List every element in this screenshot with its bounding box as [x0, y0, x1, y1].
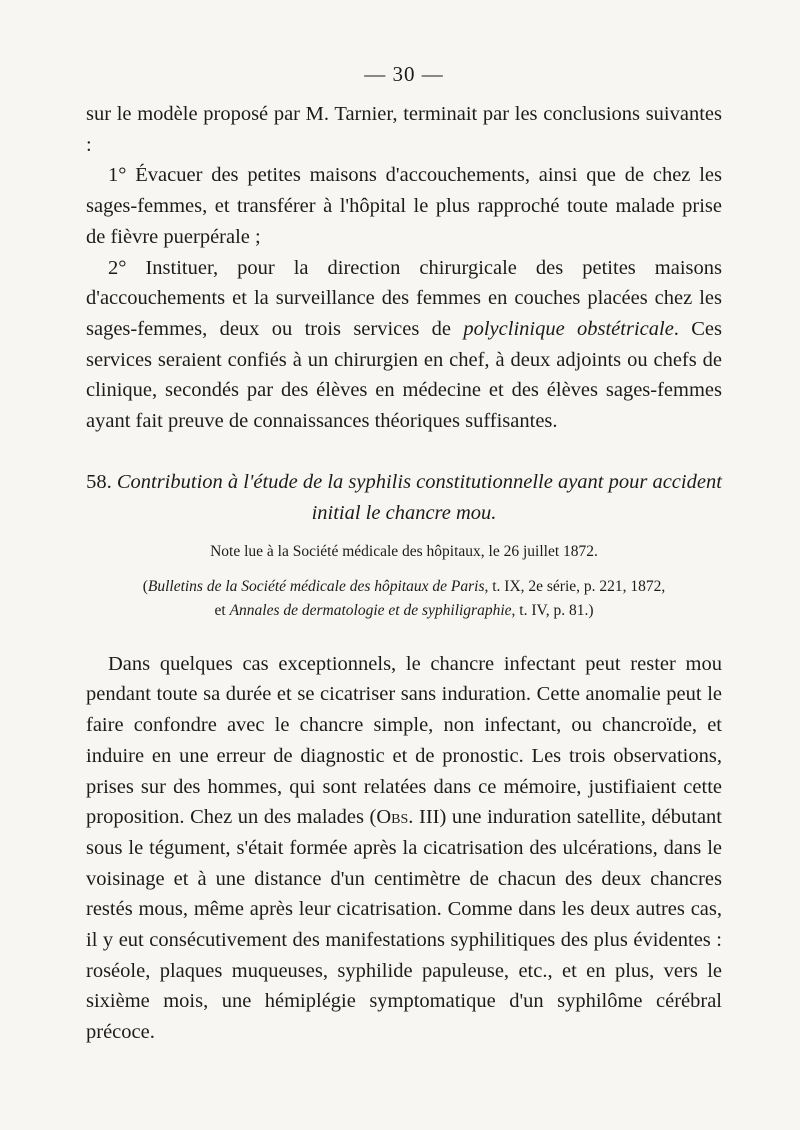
conclusion-2-italic-term: polyclinique obstétricale: [463, 317, 674, 340]
refs-and: et: [214, 601, 230, 619]
bibliographic-references: [86, 575, 722, 623]
section-heading: [86, 467, 722, 529]
refs-open-paren: (: [142, 577, 148, 595]
conclusion-2-text-start: 2° Instituer, pour la direction chirurgicale des petites maisons d'accouchements et la surveillance des femmes en couches placées chez les sages-femmes, deux ou trois services de: [86, 256, 722, 340]
body-text-end: ) une induration satellite, débutant sous le tégument, s'était formée après la cicatrisation des ulcérations, dans le voisinage et à une distance d'un centimètre de chacun des deux chancres restés mous, même après leur cicatrisation. Comme dans les deux autres cas, il y eut consécutivement des manifestations syphilitiques des plus évidentes : roséole, plaques muqueuses, syphilide papuleuse, etc., et en plus, vers le sixième mois, une hémiplégie symptomatique d'un syphilôme cérébral précoce.: [86, 806, 722, 1044]
body-text-start: Dans quelques cas exceptionnels, le chancre infectant peut rester mou pendant toute sa durée et se cicatriser sans induration. Cette anomalie peut le faire confondre avec le chancre simple, non infectant, ou chancroïde, et induire en une erreur de diagnostic et de pronostic. Les trois observations, prises sur des hommes, qui sont relatées dans ce mémoire, justifiaient cette proposition. Chez un des malades (: [86, 652, 722, 829]
ref-bulletin-title: Bulletins de la Société médicale des hôpitaux de Paris: [147, 577, 485, 595]
paragraph-conclusion-2: [86, 253, 722, 437]
page-number: — 30 —: [364, 62, 444, 86]
section-title: Contribution à l'étude de la syphilis constitutionnelle ayant pour accident initial le chancre mou.: [116, 470, 722, 524]
paragraph-intro: sur le modèle proposé par M. Tarnier, terminait par les conclusions suivantes :: [86, 103, 722, 156]
observation-reference: Obs. III: [376, 806, 440, 829]
ref-bulletin-detail: , t. IX, 2e série, p. 221, 1872,: [484, 577, 666, 595]
ref-annales-detail: , t. IV, p. 81.): [511, 601, 594, 619]
publication-note: Note lue à la Société médicale des hôpitaux, le 26 juillet 1872.: [210, 542, 598, 560]
conclusion-2-text-end: . Ces services seraient confiés à un chirurgien en chef, à deux adjoints ou chefs de clinique, secondés par des élèves en médecine et des élèves sages-femmes ayant fait preuve de connaissances théoriques suffisantes.: [86, 317, 722, 433]
paragraph-conclusion-1: 1° Évacuer des petites maisons d'accouchements, ainsi que de chez les sages-femmes, et transférer à l'hôpital le plus rapproché toute malade prise de fièvre puerpérale ;: [86, 164, 722, 248]
ref-annales-title: Annales de dermatologie et de syphiligraphie: [229, 601, 512, 619]
section-number: 58.: [86, 470, 112, 493]
paragraph-body: [86, 649, 722, 1048]
